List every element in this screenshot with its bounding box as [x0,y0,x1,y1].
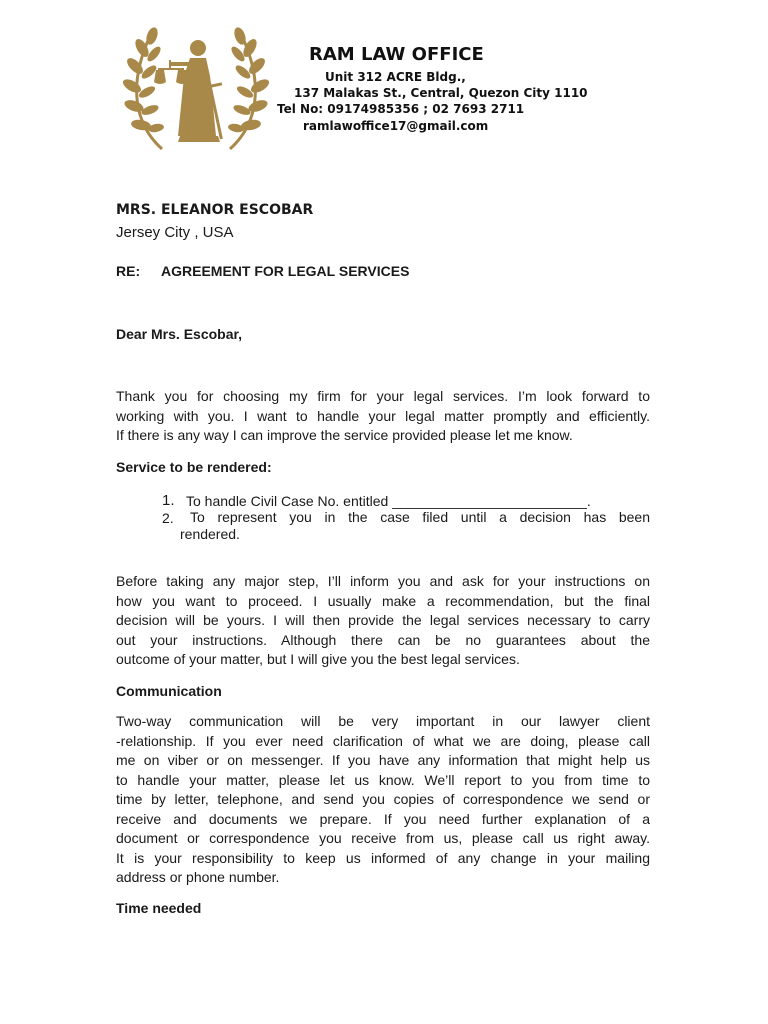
intro-line: Thank you for choosing my firm for your legal services. I’m look forward to [116,388,650,404]
communication-line: -relationship. If you ever need clarification of what we are doing, please call [116,732,650,749]
communication-line: to handle your matter, please let us know. We’ll report to you from time to [116,771,650,788]
law-firm-logo [122,24,270,154]
service-item-2-text [190,509,650,526]
service-item-2-line: To represent you in the case filed until a decision has been [190,509,650,525]
recipient-name: MRS. ELEANOR ESCOBAR [116,202,314,218]
communication-line: Two-way communication will be very important in our lawyer client [116,713,650,729]
firm-phone: Tel No: 09174985356 ; 02 7693 2711 [277,102,525,116]
salutation: Dear Mrs. Escobar, [116,326,243,342]
time-needed-heading: Time needed [116,900,202,916]
communication-line: address or phone number. [116,869,280,885]
communication-line: time by letter, telephone, and send you copies of correspondence we send or [116,791,650,807]
re-label: RE: [116,263,141,279]
communication-paragraph [116,712,650,888]
service-item-2-number: 2. [162,510,174,526]
communication-heading: Communication [116,683,222,699]
service-item-1-text: To handle Civil Case No. entitled _________________________. [186,493,591,509]
service-item-1-number: 1. [162,492,175,509]
steps-line: how you want to proceed. I usually make a recommendation, but the final [116,592,650,609]
service-item-2-continued: rendered. [180,526,240,542]
communication-line: It is your responsibility to keep us informed of any change in your mailing [116,849,650,866]
intro-paragraph [116,387,650,446]
steps-line: out your instructions. Although there can be no guarantees about the [116,631,650,648]
intro-line: If there is any way I can improve the service provided please let me know. [116,427,573,443]
steps-paragraph [116,572,650,670]
firm-address-line-1: Unit 312 ACRE Bldg., [325,70,466,84]
firm-address-line-2: 137 Malakas St., Central, Quezon City 1110 [294,86,588,100]
steps-line: Before taking any major step, I’ll inform you and ask for your instructions on [116,573,650,589]
firm-name: RAM LAW OFFICE [309,44,484,65]
firm-email: ramlawoffice17@gmail.com [303,119,489,133]
communication-line: me on viber or on messenger. If you have any information that might help us [116,752,650,768]
intro-line: working with you. I want to handle your legal matter promptly and efficiently. [116,407,650,424]
services-heading: Service to be rendered: [116,459,272,475]
re-subject: AGREEMENT FOR LEGAL SERVICES [161,263,410,279]
steps-line: decision will be yours. I will then provide the legal services necessary to carry [116,612,650,628]
steps-line: outcome of your matter, but I will give you the best legal services. [116,651,520,667]
communication-line: document or correspondence you receive from us, please call us right away. [116,830,650,846]
communication-line: receive and documents we prepare. If you need further explanation of a [116,810,650,827]
recipient-location: Jersey City , USA [116,224,234,241]
